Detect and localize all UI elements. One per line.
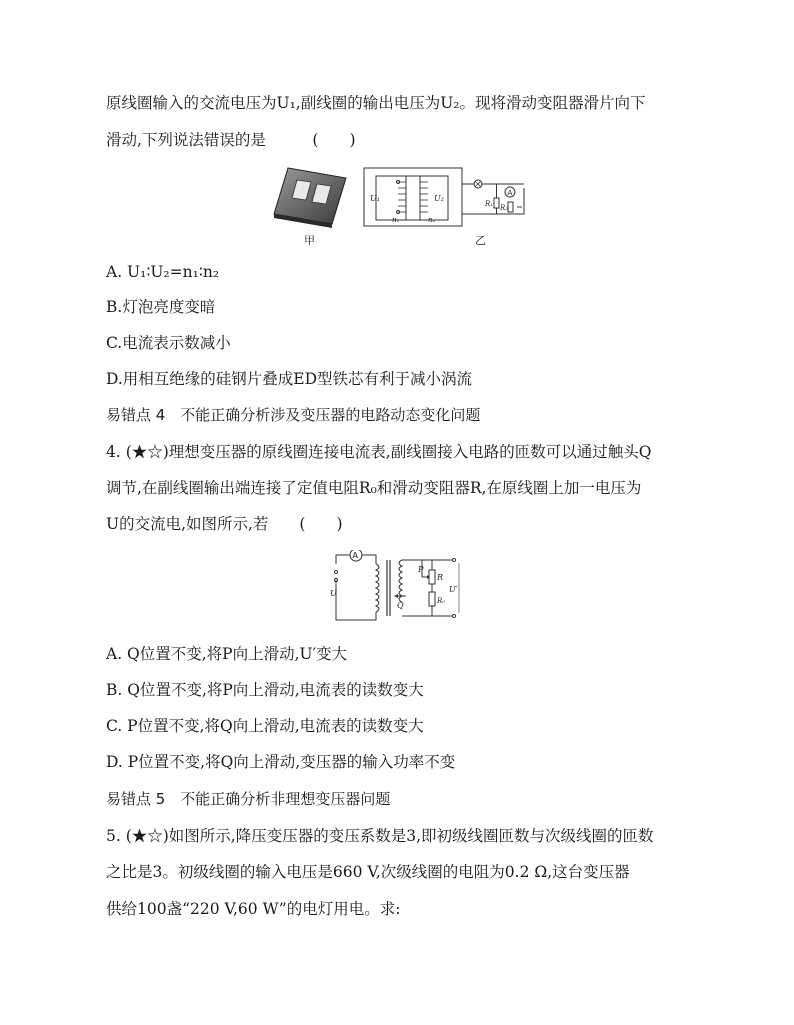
- ammeter-label: A: [507, 189, 513, 197]
- q5-line-1: 5. (★☆)如图所示,降压变压器的变压系数是3,即初级线圈匝数与次级线圈的匝数: [106, 827, 654, 845]
- q5-line-3: 供给100盏“220 V,60 W”的电灯用电。求:: [106, 900, 401, 918]
- label-q: Q: [397, 601, 404, 610]
- q3-option-c: C.电流表示数减小: [106, 334, 231, 352]
- label-u-prime: U′: [449, 585, 458, 594]
- label-n1: n₁: [392, 216, 400, 224]
- label-r1: R₁: [485, 200, 494, 208]
- transformer-circuit-figure-q4: [328, 550, 468, 626]
- iron-core-figure: [270, 164, 350, 228]
- q4-option-c: C. P位置不变,将Q向上滑动,电流表的读数变大: [106, 717, 424, 735]
- label-p: P: [418, 565, 424, 574]
- q3-line-1: 原线圈输入的交流电压为U₁,副线圈的输出电压为U₂。现将滑动变阻器滑片向下: [106, 94, 646, 112]
- q3-option-d: D.用相互绝缘的硅钢片叠成ED型铁芯有利于减小涡流: [106, 370, 473, 388]
- q3-option-b: B.灯泡亮度变暗: [106, 298, 216, 316]
- q3-option-a: A. U₁∶U₂=n₁∶n₂: [106, 263, 220, 281]
- figure-label-jia: 甲: [304, 234, 315, 247]
- label-u: U: [330, 589, 337, 598]
- q4-option-a: A. Q位置不变,将P向上滑动,U′变大: [106, 645, 348, 663]
- q4-option-d: D. P位置不变,将Q向上滑动,变压器的输入功率不变: [106, 753, 456, 771]
- label-u2: U₂: [434, 194, 444, 203]
- section-heading-4: 易错点 4 不能正确分析涉及变压器的电路动态变化问题: [106, 406, 481, 424]
- ammeter-label-q4: A: [352, 551, 358, 560]
- q4-line-3: U的交流电,如图所示,若 ( ): [106, 515, 343, 533]
- label-r: R: [437, 573, 444, 582]
- label-r2: R₂: [500, 204, 509, 212]
- figure-label-yi: 乙: [475, 234, 486, 247]
- q4-line-2: 调节,在副线圈输出端连接了定值电阻R₀和滑动变阻器R,在原线圈上加一电压为: [106, 479, 642, 497]
- label-r0: R₀: [437, 597, 446, 605]
- q4-line-1: 4. (★☆)理想变压器的原线圈连接电流表,副线圈接入电路的匝数可以通过触头Q: [106, 443, 652, 461]
- q3-line-2: 滑动,下列说法错误的是 ( ): [106, 131, 356, 149]
- q4-option-b: B. Q位置不变,将P向上滑动,电流表的读数变大: [106, 681, 424, 699]
- q5-line-2: 之比是3。初级线圈的输入电压是660 V,次级线圈的电阻为0.2 Ω,这台变压器: [106, 863, 630, 881]
- label-n2: n₂: [428, 216, 436, 224]
- section-heading-5: 易错点 5 不能正确分析非理想变压器问题: [106, 790, 391, 808]
- transformer-circuit-figure-b: [362, 166, 532, 230]
- label-u1: U₁: [370, 194, 380, 203]
